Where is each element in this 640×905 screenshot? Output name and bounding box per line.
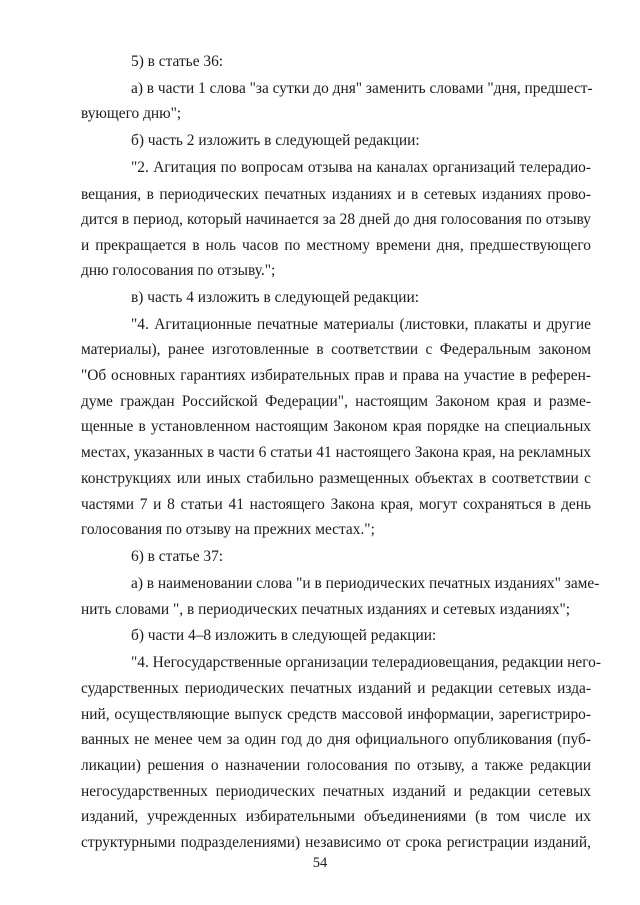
- paragraph-line: "4. Агитационные печатные материалы (листовки, плакаты и другие: [131, 316, 591, 333]
- paragraph-line: б) часть 2 изложить в следующей редакции:: [131, 132, 420, 149]
- paragraph-line: думе граждан Российской Федерации", настоящим Законом края и разме-: [81, 393, 591, 410]
- paragraph-line: вующего дню";: [81, 105, 182, 122]
- paragraph-line: "4. Негосударственные организации телерадиовещания, редакции него-: [131, 654, 601, 671]
- paragraph-line: материалы), ранее изготовленные в соответствии с Федеральным законом: [81, 341, 591, 358]
- paragraph-line: дится в период, который начинается за 28 дней до дня голосования по отзыву: [81, 211, 591, 228]
- item-6-heading: 6) в статье 37:: [131, 548, 224, 565]
- paragraph-line: негосударственных периодических печатных изданий и редакции сетевых: [81, 783, 591, 800]
- paragraph-line: местах, указанных в части 6 статьи 41 настоящего Закона края, на рекламных: [81, 444, 591, 461]
- paragraph-line: дню голосования по отзыву.";: [81, 262, 276, 279]
- paragraph-line: щенные в установленном настоящим Законом края порядке на специальных: [81, 418, 591, 435]
- paragraph-line: голосования по отзыву на прежних местах.";: [81, 521, 375, 538]
- paragraph-line: а) в наименовании слова "и в периодических печатных изданиях" заме-: [131, 575, 600, 592]
- paragraph-line: б) части 4–8 изложить в следующей редакции:: [131, 627, 437, 644]
- paragraph-line: структурными подразделениями) независимо от срока регистрации изданий,: [81, 834, 591, 851]
- paragraph-line: сударственных периодических печатных изданий и редакции сетевых изда-: [81, 680, 591, 697]
- page-number: 54: [312, 855, 328, 871]
- paragraph-line: частями 7 и 8 статьи 41 настоящего Закона края, могут сохраняться в день: [81, 496, 591, 513]
- paragraph-line: ванных не менее чем за один год до дня официального опубликования (пуб-: [81, 731, 591, 748]
- paragraph-line: "2. Агитация по вопросам отзыва на каналах организаций телерадио-: [131, 159, 591, 176]
- paragraph-line: нить словами ", в периодических печатных изданиях и сетевых изданиях";: [81, 601, 571, 618]
- paragraph-line: ликации) решения о назначении голосования по отзыву, а также редакции: [81, 757, 591, 774]
- paragraph-line: "Об основных гарантиях избирательных прав и права на участие в референ-: [81, 367, 591, 384]
- paragraph-line: изданий, учрежденных избирательными объединениями (в том числе их: [81, 808, 591, 825]
- paragraph-line: а) в части 1 слова "за сутки до дня" заменить словами "дня, предшест-: [131, 80, 593, 97]
- item-5-heading: 5) в статье 36:: [131, 53, 224, 70]
- paragraph-line: ний, осуществляющие выпуск средств массовой информации, зарегистриро-: [81, 706, 591, 723]
- paragraph-line: конструкциях или иных стабильно размещенных объектах в соответствии с: [81, 470, 591, 487]
- paragraph-line: вещания, в периодических печатных изданиях и в сетевых изданиях прово-: [81, 186, 591, 203]
- paragraph-line: в) часть 4 изложить в следующей редакции:: [131, 289, 420, 306]
- paragraph-line: и прекращается в ноль часов по местному времени дня, предшествующего: [81, 237, 591, 254]
